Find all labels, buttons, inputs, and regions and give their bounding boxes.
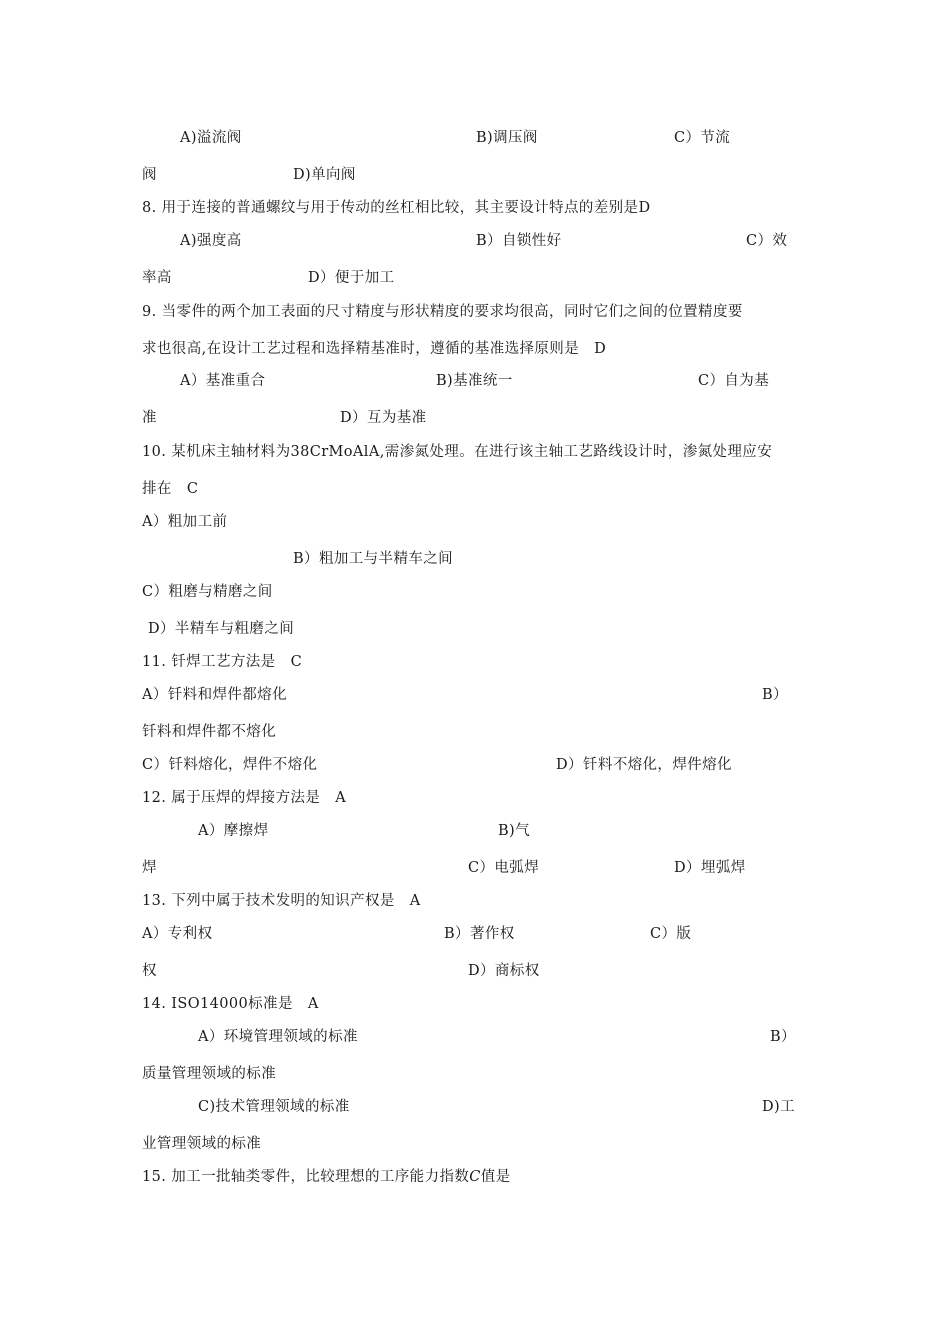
q10-option-c: C）粗磨与精磨之间 [142,584,273,600]
q14-stem: 14. ISO14000标准是 A [142,996,319,1012]
q15-stem-text: 15. 加工一批轴类零件，比较理想的工序能力指数 [142,1169,470,1185]
q10-option-a: A）粗加工前 [142,514,228,530]
q13-stem: 13. 下列中属于技术发明的知识产权是 A [142,893,421,909]
q14-option-b: B） [770,1029,796,1045]
q9-stem-1: 9. 当零件的两个加工表面的尺寸精度与形状精度的要求均很高，同时它们之间的位置精度要 [142,304,743,320]
q9-option-c: C）自为基 [698,373,770,389]
q13-option-d: D）商标权 [468,963,540,979]
q10-stem-1: 10. 某机床主轴材料为38CrMoAlA,需渗氮处理。在进行该主轴工艺路线设计时，渗氮处理应安 [142,444,773,460]
q11-option-c: C）钎料熔化，焊件不熔化 [142,757,318,773]
q13-option-a: A）专利权 [142,926,213,942]
q15-symbol: C [469,1169,481,1185]
q8-option-d: D）便于加工 [308,270,395,286]
q7-option-c-cont: 阀 [142,167,157,183]
q9-option-a: A）基准重合 [180,373,266,389]
q8-stem: 8. 用于连接的普通螺纹与用于传动的丝杠相比较，其主要设计特点的差别是D [142,200,651,216]
q14-option-a: A）环境管理领域的标准 [198,1029,358,1045]
q9-stem-2: 求也很高,在设计工艺过程和选择精基准时，遵循的基准选择原则是 D [142,341,607,357]
q11-option-b-cont: 钎料和焊件都不熔化 [142,724,277,740]
q15-stem-tail: 值是 [480,1169,511,1185]
q10-stem-2: 排在 C [142,481,199,497]
q12-option-c: C）电弧焊 [468,860,540,876]
q12-option-a: A）摩擦焊 [198,823,269,839]
q15-stem [142,1167,511,1187]
q9-option-c-cont: 准 [142,410,157,426]
q14-option-b-cont: 质量管理领域的标准 [142,1066,277,1082]
q12-option-b: B)气 [498,823,531,839]
q11-option-b: B） [762,687,788,703]
q7-option-a: A)溢流阀 [180,130,242,146]
q9-option-d: D）互为基准 [340,410,427,426]
q14-option-d-cont: 业管理领域的标准 [142,1136,262,1152]
q13-option-c: C）版 [650,926,692,942]
q13-option-c-cont: 权 [142,963,157,979]
q10-option-b: B）粗加工与半精车之间 [293,551,454,567]
q9-option-b: B)基准统一 [436,373,513,389]
q8-option-a: A)强度高 [180,233,242,249]
q7-option-b: B)调压阀 [476,130,538,146]
q8-option-c-cont: 率高 [142,270,172,286]
q11-option-d: D）钎料不熔化，焊件熔化 [556,757,732,773]
q11-option-a: A）钎料和焊件都熔化 [142,687,287,703]
q8-option-c: C）效 [746,233,788,249]
q13-option-b: B）著作权 [444,926,515,942]
q7-option-c: C）节流 [674,130,731,146]
q12-option-d: D）埋弧焊 [674,860,746,876]
q12-option-b-cont: 焊 [142,860,157,876]
q7-option-d: D)单向阀 [293,167,356,183]
q8-option-b: B）自锁性好 [476,233,562,249]
q14-option-d: D)工 [762,1099,795,1115]
q12-stem: 12. 属于压焊的焊接方法是 A [142,790,347,806]
q10-option-d: D）半精车与粗磨之间 [148,621,295,637]
q14-option-c: C)技术管理领域的标准 [198,1099,350,1115]
q11-stem: 11. 钎焊工艺方法是 C [142,654,303,670]
